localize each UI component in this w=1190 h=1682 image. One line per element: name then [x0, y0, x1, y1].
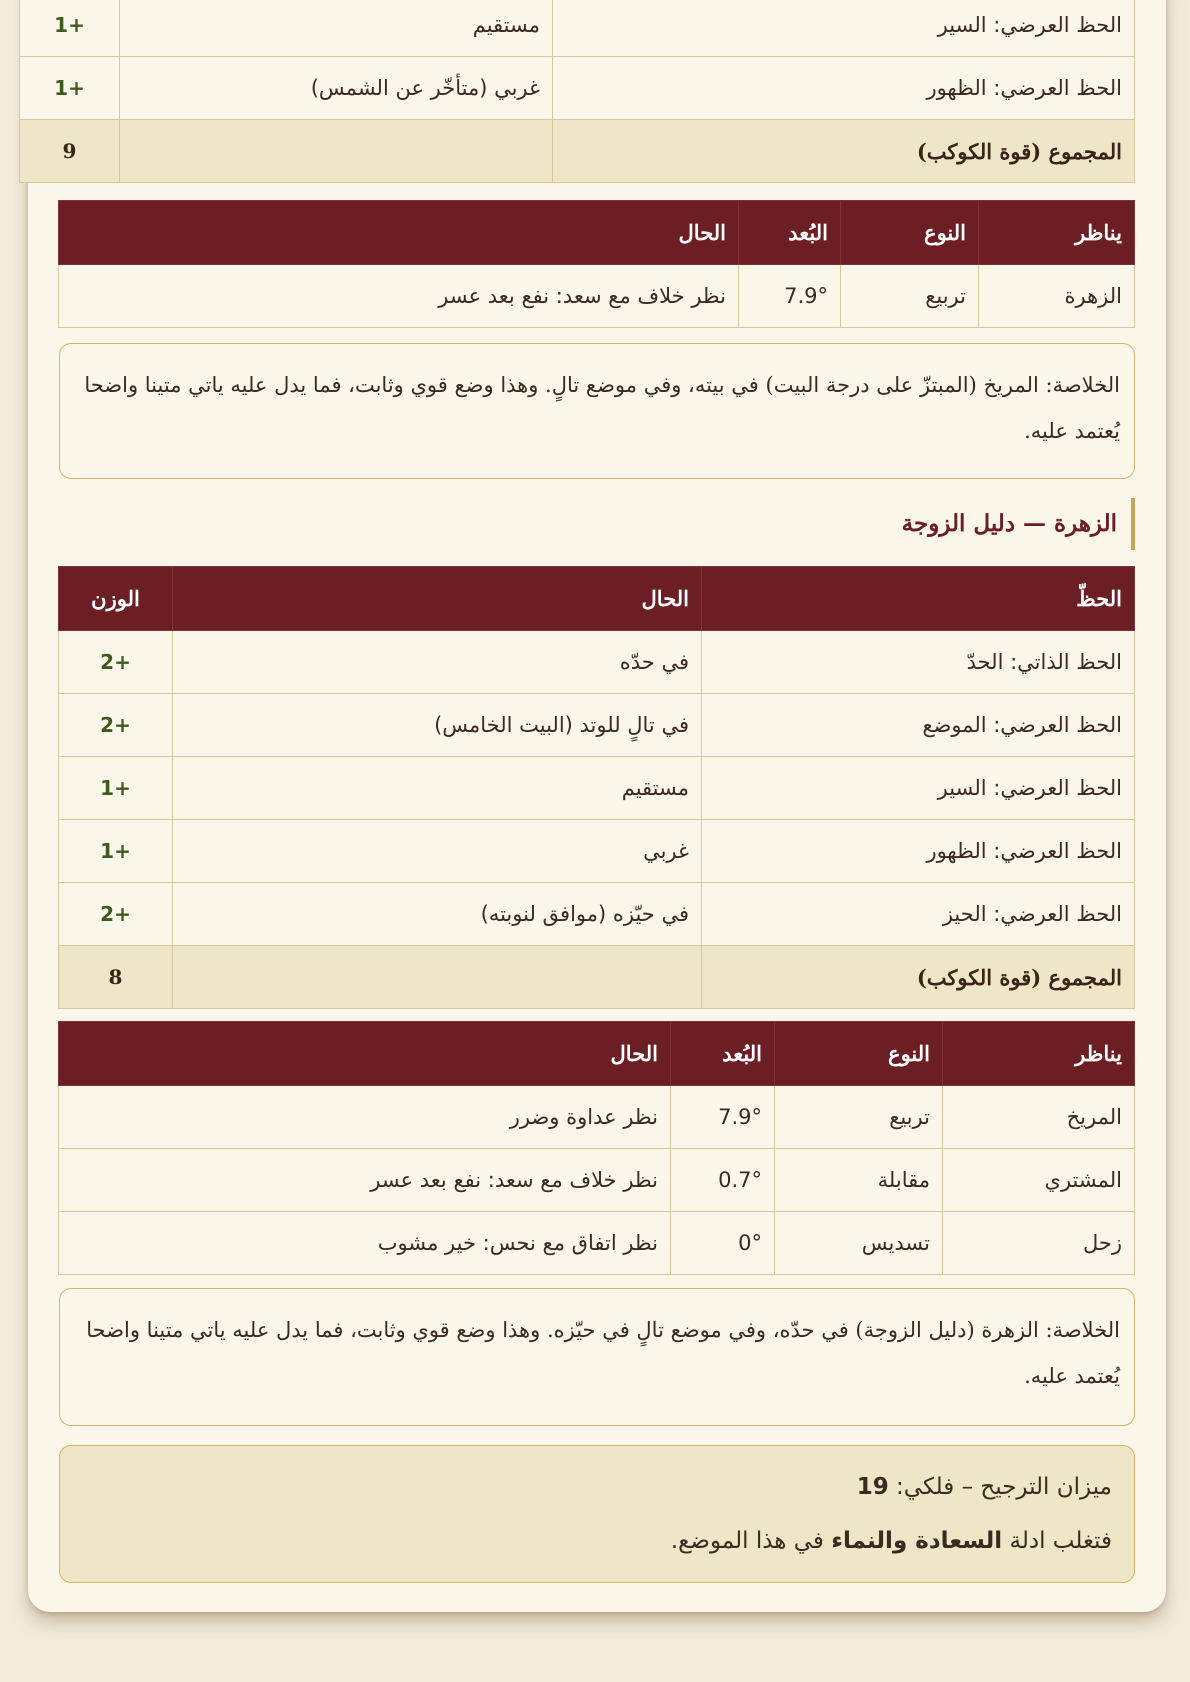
mars-summary: الخلاصة: المريخ (المبتزّ على درجة البيت) في بيته، وفي موضع تالٍ. وهذا وضع قوي وثابت، فما يدل عليه ياتي متينا واضحا يُعتمد عليه.: [59, 343, 1135, 479]
table-row: [59, 757, 1135, 820]
table-row: [59, 883, 1135, 946]
table-row: [59, 631, 1135, 694]
table-total-row: [20, 120, 1135, 183]
section-title-venus: الزهرة — دليل الزوجة: [902, 498, 1135, 550]
table-total-row: [59, 946, 1135, 1009]
table-header-row: [59, 201, 1135, 265]
dignity-label: الحظ العرضي: السير: [553, 0, 1135, 57]
aspect-state: نظر خلاف مع سعد: نفع بعد عسر: [59, 1149, 671, 1212]
venus-dignity-table: [58, 566, 1135, 1009]
header-aspecting: يناظر: [943, 1022, 1135, 1086]
mars-aspects-table: [58, 200, 1135, 328]
dignity-label: الحظ العرضي: الموضع: [702, 694, 1135, 757]
header-aspecting: يناظر: [979, 201, 1135, 265]
dignity-state: مستقيم: [120, 0, 553, 57]
dignity-weight: 2+: [59, 631, 173, 694]
aspect-orb: 7.9°: [739, 265, 841, 328]
dignity-state: غربي: [173, 820, 702, 883]
verdict-emphasis: السعادة والنماء: [831, 1528, 1003, 1554]
aspect-type: تربيع: [775, 1086, 943, 1149]
venus-summary: الخلاصة: الزهرة (دليل الزوجة) في حدّه، وفي موضع تالٍ في حيّزه. وهذا وضع قوي وثابت، فما يدل عليه ياتي متينا واضحا يُعتمد عليه.: [59, 1288, 1135, 1426]
header-dignity: الحظّ: [702, 567, 1135, 631]
dignity-label: الحظ العرضي: الظهور: [702, 820, 1135, 883]
aspect-orb: 0.7°: [671, 1149, 775, 1212]
aspect-planet: المشتري: [943, 1149, 1135, 1212]
verdict-box: [59, 1445, 1135, 1583]
table-row: [59, 1212, 1135, 1275]
dignity-label: الحظ العرضي: الظهور: [553, 57, 1135, 120]
table-row: [59, 820, 1135, 883]
aspect-orb: 0°: [671, 1212, 775, 1275]
total-label: المجموع (قوة الكوكب): [553, 120, 1135, 183]
header-state: الحال: [59, 1022, 671, 1086]
venus-aspects-table: [58, 1021, 1135, 1275]
total-empty: [120, 120, 553, 183]
aspect-state: نظر خلاف مع سعد: نفع بعد عسر: [59, 265, 739, 328]
verdict-conclusion-line: [82, 1514, 1112, 1568]
table-row: [59, 1086, 1135, 1149]
dignity-weight: 1+: [59, 820, 173, 883]
aspect-planet: الزهرة: [979, 265, 1135, 328]
header-state: الحال: [59, 201, 739, 265]
aspect-type: تسديس: [775, 1212, 943, 1275]
dignity-state: مستقيم: [173, 757, 702, 820]
table-header-row: [59, 567, 1135, 631]
header-state: الحال: [173, 567, 702, 631]
verdict-label: ميزان الترجيح – فلكي:: [888, 1474, 1112, 1500]
dignity-state: في تالٍ للوتد (البيت الخامس): [173, 694, 702, 757]
verdict-score: 19: [856, 1474, 889, 1500]
aspect-state: نظر عداوة وضرر: [59, 1086, 671, 1149]
dignity-weight: 1+: [20, 57, 120, 120]
dignity-label: الحظ العرضي: السير: [702, 757, 1135, 820]
table-header-row: [59, 1022, 1135, 1086]
verdict-text-prefix: فتغلب ادلة: [1002, 1528, 1112, 1554]
dignity-weight: 1+: [59, 757, 173, 820]
aspect-type: تربيع: [841, 265, 979, 328]
table-row: [59, 265, 1135, 328]
header-orb: البُعد: [739, 201, 841, 265]
aspect-planet: زحل: [943, 1212, 1135, 1275]
dignity-weight: 1+: [20, 0, 120, 57]
aspect-type: مقابلة: [775, 1149, 943, 1212]
total-value: 8: [59, 946, 173, 1009]
dignity-state: غربي (متأخّر عن الشمس): [120, 57, 553, 120]
table-row: [59, 1149, 1135, 1212]
header-orb: البُعد: [671, 1022, 775, 1086]
total-empty: [173, 946, 702, 1009]
header-type: النوع: [841, 201, 979, 265]
header-type: النوع: [775, 1022, 943, 1086]
verdict-text-suffix: في هذا الموضع.: [670, 1528, 832, 1554]
verdict-score-line: [82, 1460, 1112, 1514]
aspect-orb: 7.9°: [671, 1086, 775, 1149]
dignity-weight: 2+: [59, 694, 173, 757]
dignity-label: الحظ العرضي: الحيز: [702, 883, 1135, 946]
dignity-weight: 2+: [59, 883, 173, 946]
mars-dignity-table: [19, 0, 1135, 183]
dignity-state: في حدّه: [173, 631, 702, 694]
total-value: 9: [20, 120, 120, 183]
dignity-state: في حيّزه (موافق لنوبته): [173, 883, 702, 946]
dignity-label: الحظ الذاتي: الحدّ: [702, 631, 1135, 694]
aspect-planet: المريخ: [943, 1086, 1135, 1149]
aspect-state: نظر اتفاق مع نحس: خير مشوب: [59, 1212, 671, 1275]
table-row: [20, 57, 1135, 120]
header-weight: الوزن: [59, 567, 173, 631]
total-label: المجموع (قوة الكوكب): [702, 946, 1135, 1009]
table-row: [20, 0, 1135, 57]
table-row: [59, 694, 1135, 757]
